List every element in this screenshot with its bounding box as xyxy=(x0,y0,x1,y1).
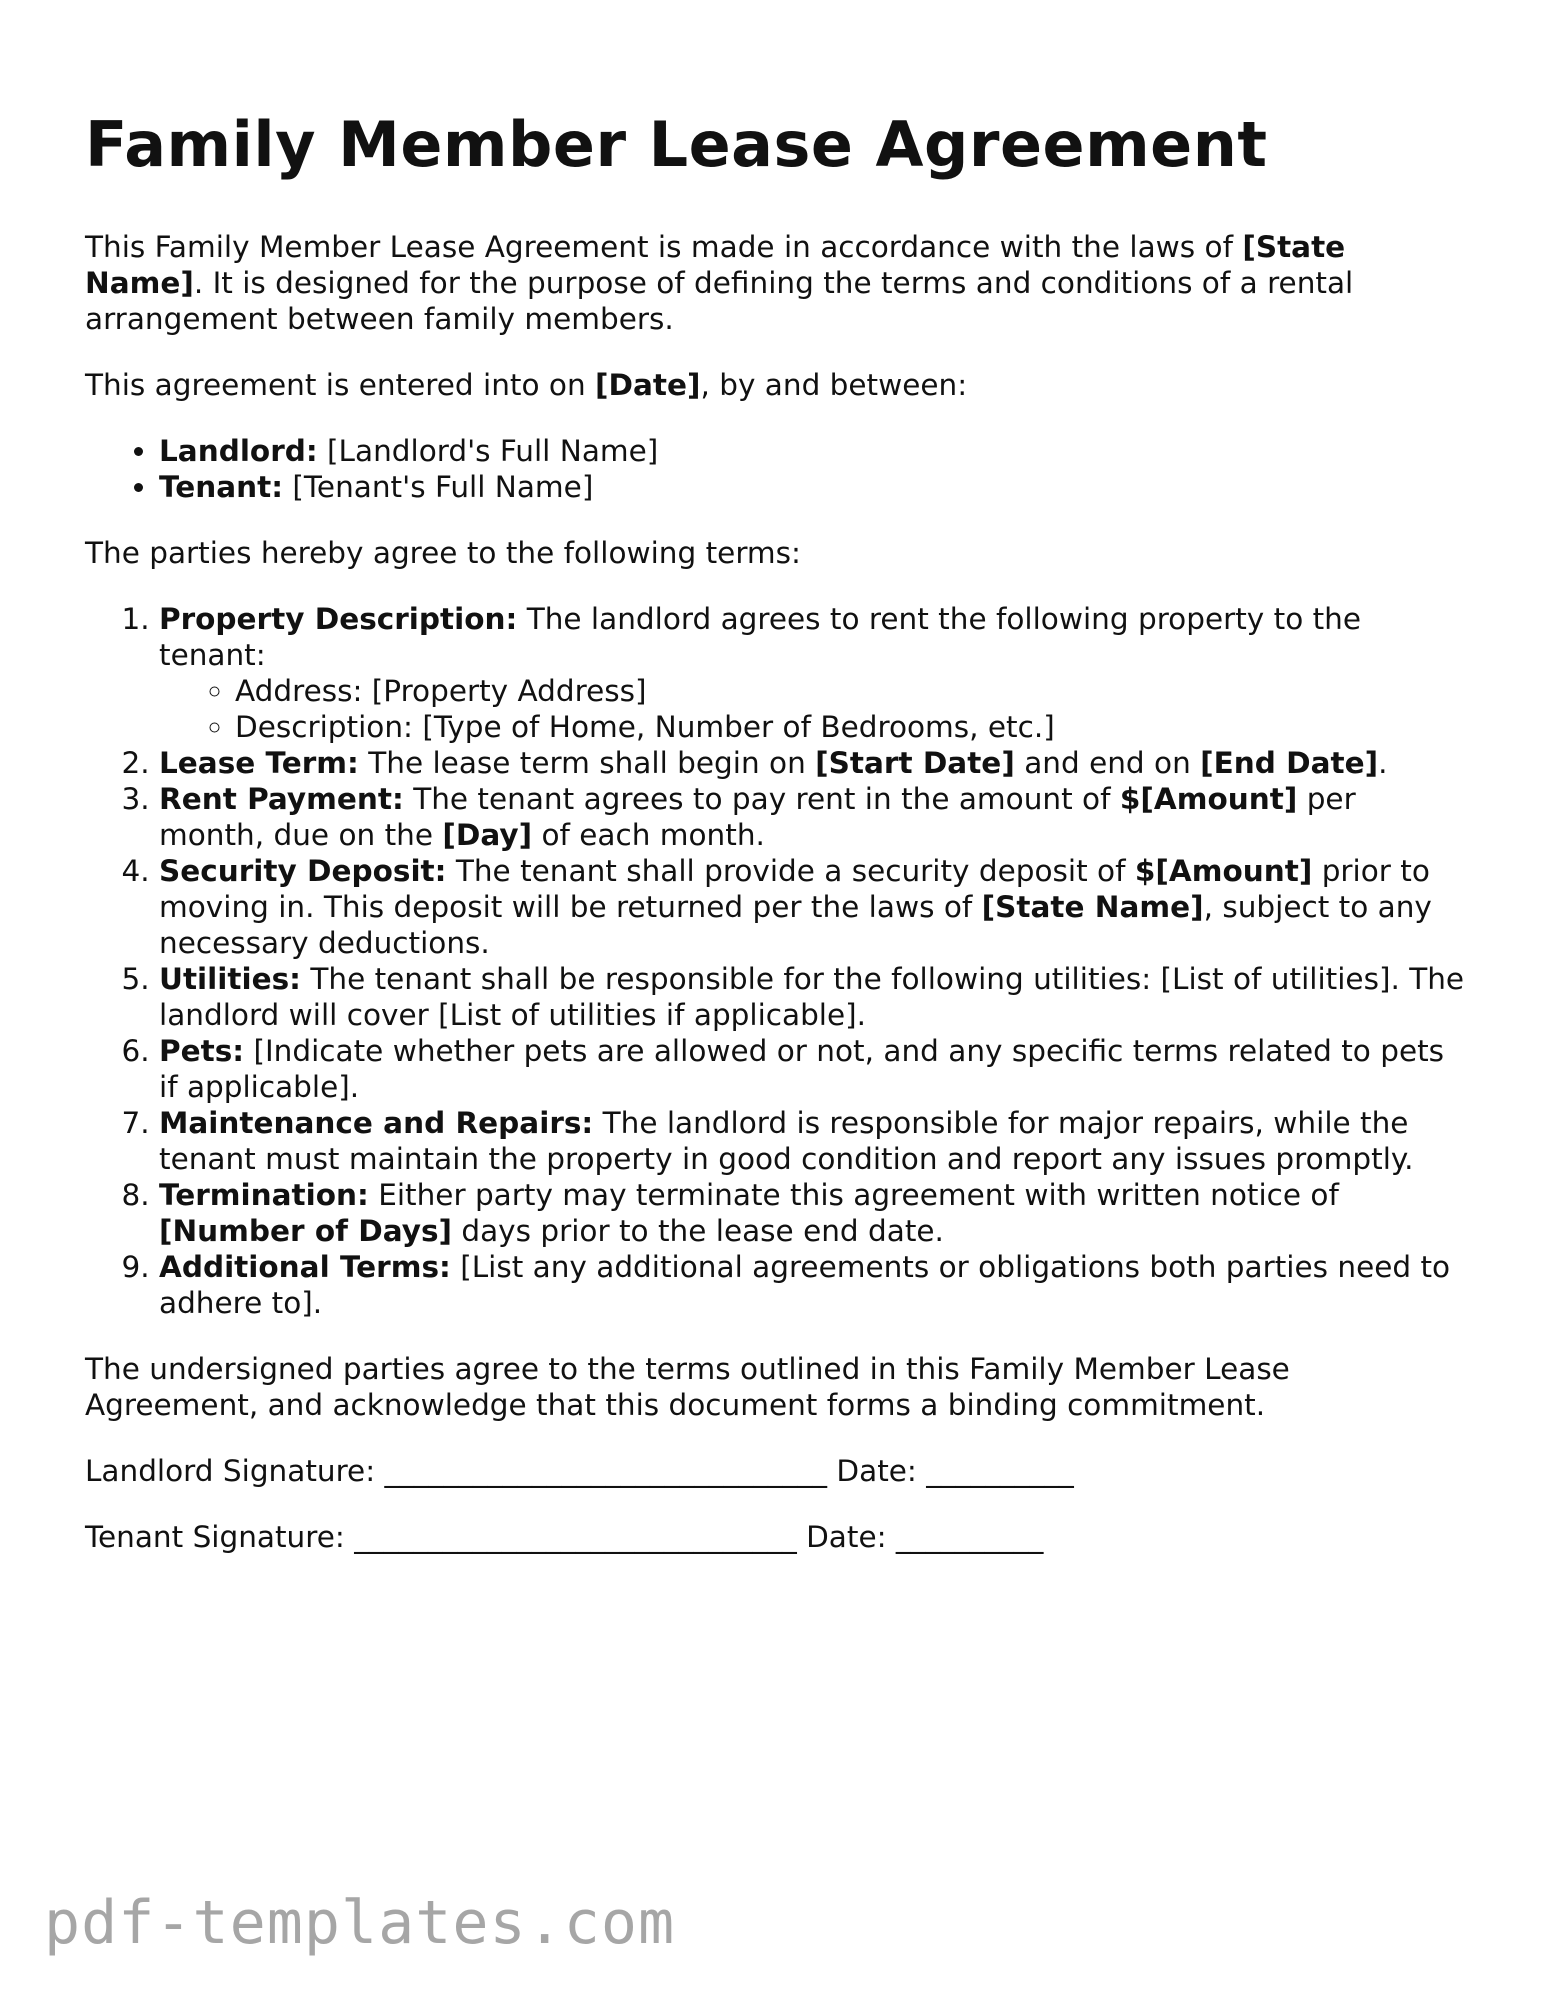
term-rent-payment: 3. Rent Payment: The tenant agrees to pay rent in the amount of $[Amount] per month, due on the [Day] of each month. xyxy=(159,781,1465,853)
terms-intro: The parties hereby agree to the following terms: xyxy=(85,536,801,570)
term-termination: 8. Termination: Either party may terminate this agreement with written notice of [Number of Days] days prior to the lease end date. xyxy=(159,1177,1465,1249)
watermark: pdf-templates.com xyxy=(44,1888,676,1958)
entered-paragraph: This agreement is entered into on [Date], by and between: xyxy=(85,368,968,402)
page-title: Family Member Lease Agreement xyxy=(85,108,1268,181)
date-placeholder: [Date] xyxy=(595,368,701,402)
parties-list xyxy=(85,433,1465,505)
party-landlord: • Landlord: [Landlord's Full Name] xyxy=(159,433,1465,469)
lease-document xyxy=(85,95,1465,1585)
terms-list xyxy=(85,601,1465,1321)
term-maintenance: 7. Maintenance and Repairs: The landlord is responsible for major repairs, while the tenant must maintain the property in good condition and report any issues promptly. xyxy=(159,1105,1465,1177)
property-description: ◦ Description: [Type of Home, Number of Bedrooms, etc.] xyxy=(235,709,1465,745)
landlord-signature-line: Landlord Signature: ______________________________ Date: __________ xyxy=(85,1454,1074,1488)
closing-paragraph: The undersigned parties agree to the terms outlined in this Family Member Lease Agreement, and acknowledge that this document forms a binding commitment. xyxy=(85,1352,1290,1422)
property-address: ◦ Address: [Property Address] xyxy=(235,673,1465,709)
term-utilities: 5. Utilities: The tenant shall be responsible for the following utilities: [List of utilities]. The landlord will cover [List of utilities if applicable]. xyxy=(159,961,1465,1033)
property-sublist xyxy=(159,673,1465,745)
term-pets: 6. Pets: [Indicate whether pets are allowed or not, and any specific terms related to pets if applicable]. xyxy=(159,1033,1465,1105)
state-placeholder: [State Name] xyxy=(85,230,1346,300)
term-security-deposit: 4. Security Deposit: The tenant shall provide a security deposit of $[Amount] prior to moving in. This deposit will be returned per the laws of [State Name], subject to any necessary deductions. xyxy=(159,853,1465,961)
term-property-description: 1. Property Description: The landlord agrees to rent the following property to the tenant: ◦ Address: [Property Address] ◦ Description: [Type of Home, Number of Bedrooms, etc.] xyxy=(159,601,1465,745)
term-lease-term: 2. Lease Term: The lease term shall begin on [Start Date] and end on [End Date]. xyxy=(159,745,1465,781)
term-additional: 9. Additional Terms: [List any additional agreements or obligations both parties need to adhere to]. xyxy=(159,1249,1465,1321)
tenant-signature-line: Tenant Signature: ______________________________ Date: __________ xyxy=(85,1520,1044,1554)
party-tenant: • Tenant: [Tenant's Full Name] xyxy=(159,469,1465,505)
intro-paragraph: This Family Member Lease Agreement is made in accordance with the laws of [State Name]. It is designed for the purpose of defining the terms and conditions of a rental arrangement between family members. xyxy=(85,230,1354,336)
